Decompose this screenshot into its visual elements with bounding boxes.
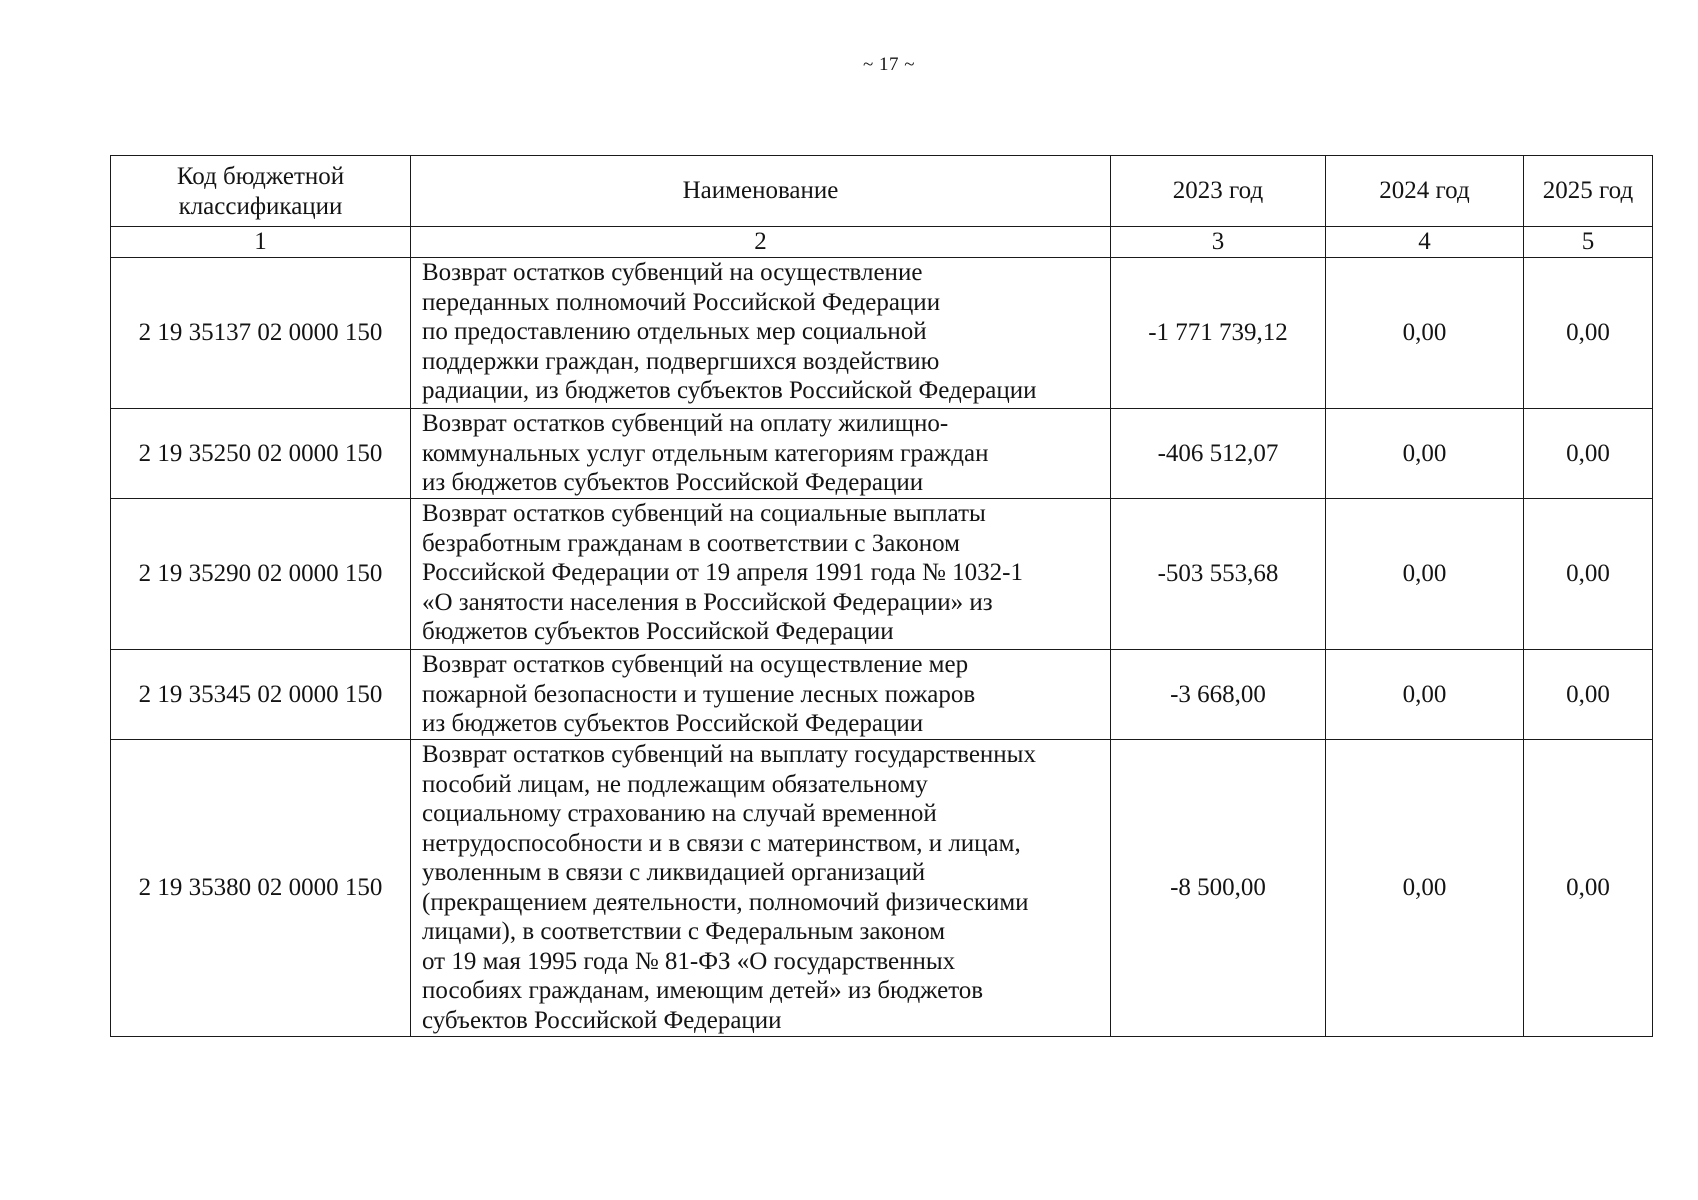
amount-2023-cell: -3 668,00 [1111,650,1326,740]
header-2024: 2024 год [1326,156,1524,227]
name-cell [411,258,1111,409]
budget-code-cell: 2 19 35345 02 0000 150 [111,650,411,740]
name-cell [411,740,1111,1037]
amount-2024-cell: 0,00 [1326,499,1524,650]
amount-2025-cell: 0,00 [1524,258,1653,409]
amount-2023-cell: -503 553,68 [1111,499,1326,650]
name-line: радиации, из бюджетов субъектов Российской Федерации [422,377,1037,404]
table-row [111,409,1653,499]
amount-2023-cell: -406 512,07 [1111,409,1326,499]
name-line: по предоставлению отдельных мер социальной [422,318,927,345]
amount-2024-cell: 0,00 [1326,740,1524,1037]
amount-2024-cell: 0,00 [1326,650,1524,740]
name-line: от 19 мая 1995 года № 81-ФЗ «О государственных [422,947,956,975]
name-line: бюджетов субъектов Российской Федерации [422,618,894,645]
amount-2025-cell: 0,00 [1524,409,1653,499]
name-line: Возврат остатков субвенций на осуществление [422,259,923,286]
amount-2023-cell: -8 500,00 [1111,740,1326,1037]
name-cell [411,409,1111,499]
budget-table [110,155,1653,1037]
name-line: коммунальных услуг отдельным категориям граждан [422,439,989,467]
name-line: Возврат остатков субвенций на социальные выплаты [422,500,986,527]
budget-code-cell: 2 19 35380 02 0000 150 [111,740,411,1037]
header-code: Код бюджетной классификации [111,156,411,227]
name-line: социальному страхованию на случай временной [422,800,937,827]
name-line: субъектов Российской Федерации [422,1006,782,1034]
table-row [111,740,1653,1037]
name-line: пособий лицам, не подлежащим обязательному [422,770,928,798]
table-row [111,650,1653,740]
name-line: (прекращением деятельности, полномочий физическими [422,888,1029,916]
column-number: 1 [111,227,411,258]
column-number: 3 [1111,227,1326,258]
column-number: 2 [411,227,1111,258]
table-row [111,499,1653,650]
budget-code-cell: 2 19 35250 02 0000 150 [111,409,411,499]
page-number: ~ 17 ~ [862,54,916,75]
header-name: Наименование [411,156,1111,227]
budget-code-cell: 2 19 35137 02 0000 150 [111,258,411,409]
header-2025: 2025 год [1524,156,1653,227]
column-number-row [111,227,1653,258]
amount-2023-cell: -1 771 739,12 [1111,258,1326,409]
name-line: переданных полномочий Российской Федерации [422,288,941,316]
header-2023: 2023 год [1111,156,1326,227]
name-line: поддержки граждан, подвергшихся воздействию [422,347,940,375]
table-header-row [111,156,1653,227]
column-number: 5 [1524,227,1653,258]
name-line: лицами), в соответствии с Федеральным законом [422,918,946,945]
amount-2024-cell: 0,00 [1326,258,1524,409]
amount-2025-cell: 0,00 [1524,740,1653,1037]
name-line: пожарной безопасности и тушение лесных пожаров [422,680,976,708]
name-line: нетрудоспособности и в связи с материнством, и лицам, [422,829,1021,857]
name-line: Возврат остатков субвенций на осуществление мер [422,651,969,678]
table-row [111,258,1653,409]
column-number: 4 [1326,227,1524,258]
name-line: уволенным в связи с ликвидацией организаций [422,859,926,886]
name-line: безработным гражданам в соответствии с Законом [422,529,960,557]
name-line: «О занятости населения в Российской Федерации» из [422,588,993,616]
amount-2024-cell: 0,00 [1326,409,1524,499]
name-cell [411,499,1111,650]
name-line: из бюджетов субъектов Российской Федерации [422,469,924,496]
amount-2025-cell: 0,00 [1524,650,1653,740]
name-line: Возврат остатков субвенций на оплату жилищно- [422,410,949,437]
name-line: Возврат остатков субвенций на выплату государственных [422,741,1036,768]
name-line: из бюджетов субъектов Российской Федерации [422,710,924,737]
name-line: пособиях гражданам, имеющим детей» из бюджетов [422,977,984,1004]
budget-code-cell: 2 19 35290 02 0000 150 [111,499,411,650]
name-line: Российской Федерации от 19 апреля 1991 года № 1032-1 [422,559,1023,586]
name-cell [411,650,1111,740]
amount-2025-cell: 0,00 [1524,499,1653,650]
